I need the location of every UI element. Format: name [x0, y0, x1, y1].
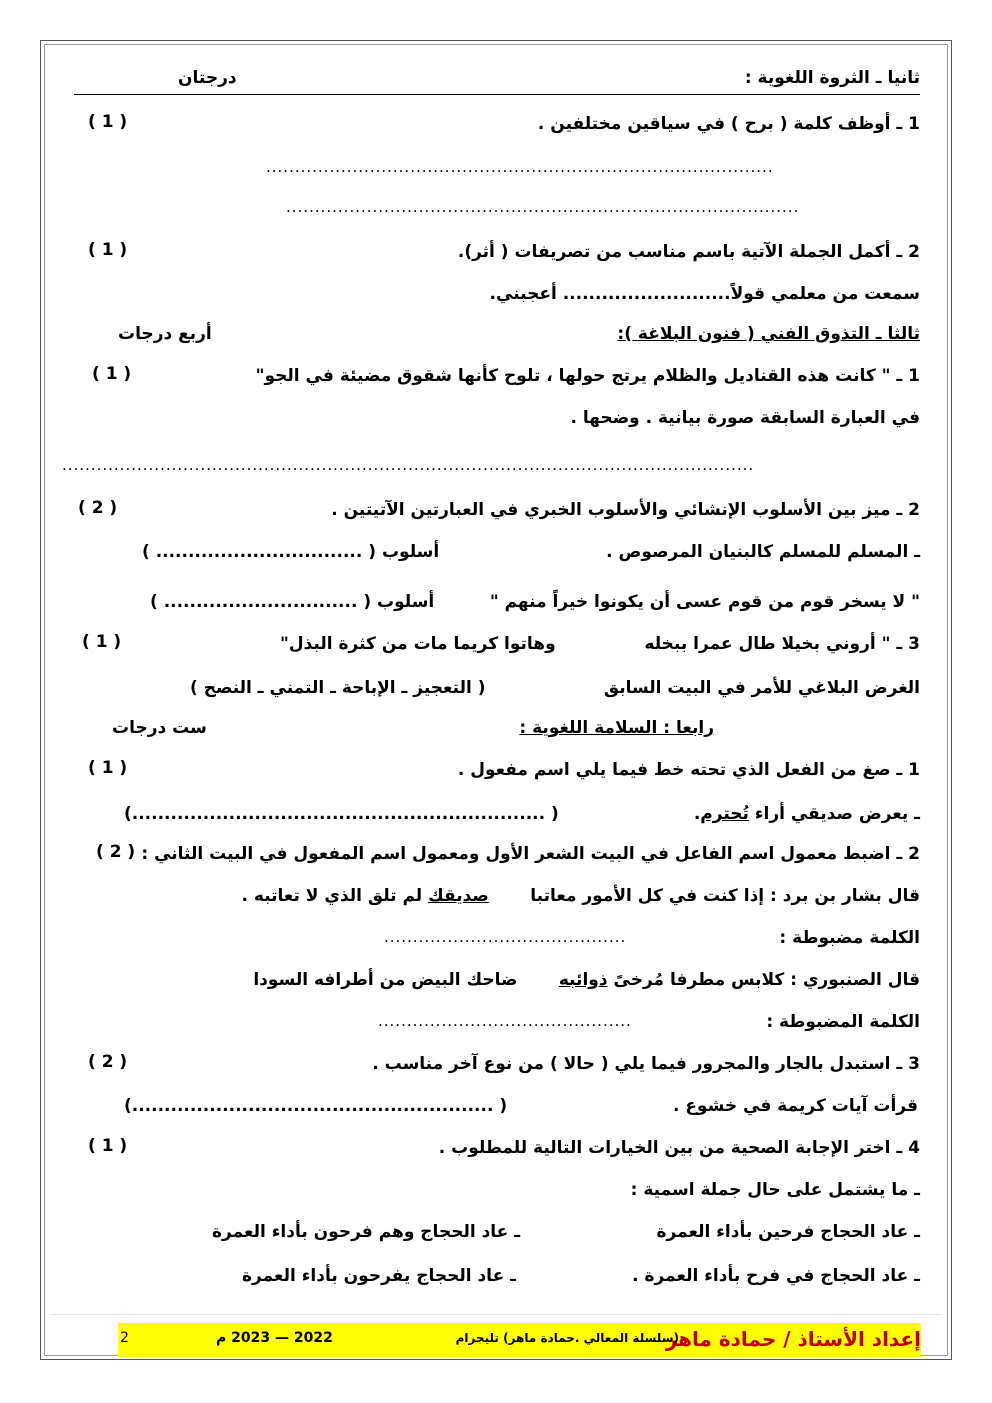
s4-q4-stem: ـ ما يشتمل على حال جملة اسمية :	[630, 1180, 920, 1200]
s3-q2-sentence-a: ـ المسلم للمسلم كالبنيان المرصوص .	[606, 542, 920, 562]
s4-q2-answer-2[interactable]: ............................................	[378, 1012, 632, 1030]
s3-q3-verse-1: 3 ـ " أروني بخيلا طال عمرا ببخله	[644, 634, 920, 654]
page-number: 2	[120, 1330, 129, 1346]
s4-q2-label-2: الكلمة المضبوطة :	[766, 1012, 920, 1032]
s3-q2-answer-a[interactable]: أسلوب ( ................................ )	[142, 542, 440, 562]
s3-q1-instruction: في العبارة السابقة صورة بيانية . وضحها .	[570, 408, 920, 428]
s2-q1-answer-line-1[interactable]: ........................................................................................	[266, 158, 774, 176]
s4-q1-sentence-post: .	[693, 804, 701, 824]
s4-q4-option-2[interactable]: ـ عاد الحجاج وهم فرحون بأداء العمرة	[212, 1222, 521, 1242]
s4-q2-poet2-line	[253, 968, 920, 992]
s3-q2-sentence-b: " لا يسخر قوم من قوم عسى أن يكونوا خيراً منهم "	[489, 592, 920, 612]
s4-q4-option-1[interactable]: ـ عاد الحجاج فرحين بأداء العمرة	[656, 1222, 920, 1242]
s4-q2-label-1: الكلمة مضبوطة :	[779, 928, 920, 948]
s4-q2-poet2-text: قال الصنبوري : كلابس مطرفا مُرخىً	[613, 970, 920, 990]
s4-q2-poet1-word: صديقك	[428, 886, 489, 906]
s4-q2-poet1-text: قال بشار بن برد : إذا كنت في كل الأمور معاتبا	[530, 886, 920, 906]
s2-q2-mark: ( 1 )	[88, 240, 128, 260]
s4-q2-mark: ( 2 )	[96, 842, 136, 862]
s4-q1-underlined-verb: تُحترم	[700, 804, 749, 824]
footer-divider	[50, 1314, 942, 1315]
s4-q4-option-3[interactable]: ـ عاد الحجاج في فرح بأداء العمرة .	[632, 1266, 920, 1286]
s4-q1-answer[interactable]: ( ................................................................)	[124, 804, 559, 824]
s2-q1-answer-line-2[interactable]: .........................................................................................	[286, 198, 800, 216]
footer-series: (سلسلة المعالي .حمادة ماهر) تليجرام	[455, 1331, 679, 1345]
s2-q1-text: 1 ـ أوظف كلمة ( برح ) في سياقين مختلفين .	[537, 114, 920, 134]
section2-title: ثانيا ـ الثروة اللغوية :	[744, 68, 920, 88]
s3-q2-mark: ( 2 )	[78, 498, 118, 518]
s3-q3-purpose: الغرض البلاغي للأمر في البيت السابق	[603, 678, 920, 698]
s4-q2-poet1-line	[242, 884, 920, 908]
s3-q3-options[interactable]: ( التعجيز ـ الإباحة ـ التمني ـ النصح )	[190, 678, 486, 698]
section3-grade: أربع درجات	[118, 324, 212, 344]
footer-author: إعداد الأستاذ / حمادة ماهر	[665, 1327, 921, 1351]
s3-q3-verse-2: وهاتوا كريما مات من كثرة البذل"	[280, 634, 556, 654]
footer-year: 2022 — 2023 م	[216, 1330, 333, 1346]
section3-title: ثالثا ـ التذوق الفني ( فنون البلاغة ):	[617, 324, 920, 344]
s3-q3-mark: ( 1 )	[82, 632, 122, 652]
s3-q2-answer-b[interactable]: أسلوب ( .............................. )	[150, 592, 435, 612]
s4-q2-poet1-rest: لم تلق الذي لا تعاتبه .	[241, 886, 423, 906]
s4-q3-mark: ( 2 )	[88, 1052, 128, 1072]
s3-q1-mark: ( 1 )	[92, 364, 132, 384]
s4-q1-sentence-pre: ـ يعرض صديقي أراء	[748, 804, 920, 824]
s3-q1-text: 1 ـ " كانت هذه القناديل والظلام يرتج حولها ، تلوح كأنها شقوق مضيئة في الجو"	[255, 366, 920, 386]
s4-q1-sentence	[694, 802, 920, 826]
s3-q1-answer-line[interactable]: ........................................................................................................................	[62, 456, 755, 474]
s4-q2-answer-1[interactable]: ..........................................	[384, 928, 627, 946]
s4-q1-mark: ( 1 )	[88, 758, 128, 778]
s2-q1-mark: ( 1 )	[88, 112, 128, 132]
s4-q4-mark: ( 1 )	[88, 1136, 128, 1156]
s4-q4-option-4[interactable]: ـ عاد الحجاج يفرحون بأداء العمرة	[242, 1266, 516, 1286]
footer-bar	[118, 1323, 921, 1357]
s4-q3-answer[interactable]: ( ........................................................)	[124, 1096, 508, 1116]
s4-q4-text: 4 ـ اختر الإجابة الصحية من بين الخيارات التالية للمطلوب .	[438, 1138, 920, 1158]
s4-q2-text: 2 ـ اضبط معمول اسم الفاعل في البيت الشعر الأول ومعمول اسم المفعول في البيت الثاني :	[141, 844, 920, 864]
s2-q2-sentence[interactable]: سمعت من معلمي قولاً.......................... أعجبني.	[489, 284, 920, 304]
s2-q2-text: 2 ـ أكمل الجملة الآتية باسم مناسب من تصريفات ( أثر).	[457, 242, 920, 262]
s4-q3-text: 3 ـ استبدل بالجار والمجرور فيما يلي ( حالا ) من نوع آخر مناسب .	[372, 1054, 920, 1074]
s3-q2-text: 2 ـ ميز بين الأسلوب الإنشائي والأسلوب الخبري في العبارتين الآتيتين .	[331, 500, 920, 520]
s4-q3-sentence: قرأت آيات كريمة في خشوع .	[672, 1096, 918, 1116]
section4-title: رابعا : السلامة اللغوية :	[519, 718, 714, 738]
s4-q2-poet2-word: ذوائبه	[558, 970, 608, 990]
s4-q1-text: 1 ـ صغ من الفعل الذي تحته خط فيما يلي اسم مفعول .	[457, 760, 920, 780]
section2-grade: درجتان	[178, 68, 237, 88]
s4-q2-poet2-rest: ضاحك البيض من أطرافه السودا	[253, 970, 518, 990]
section4-grade: ست درجات	[112, 718, 207, 738]
section2-header	[74, 68, 920, 95]
